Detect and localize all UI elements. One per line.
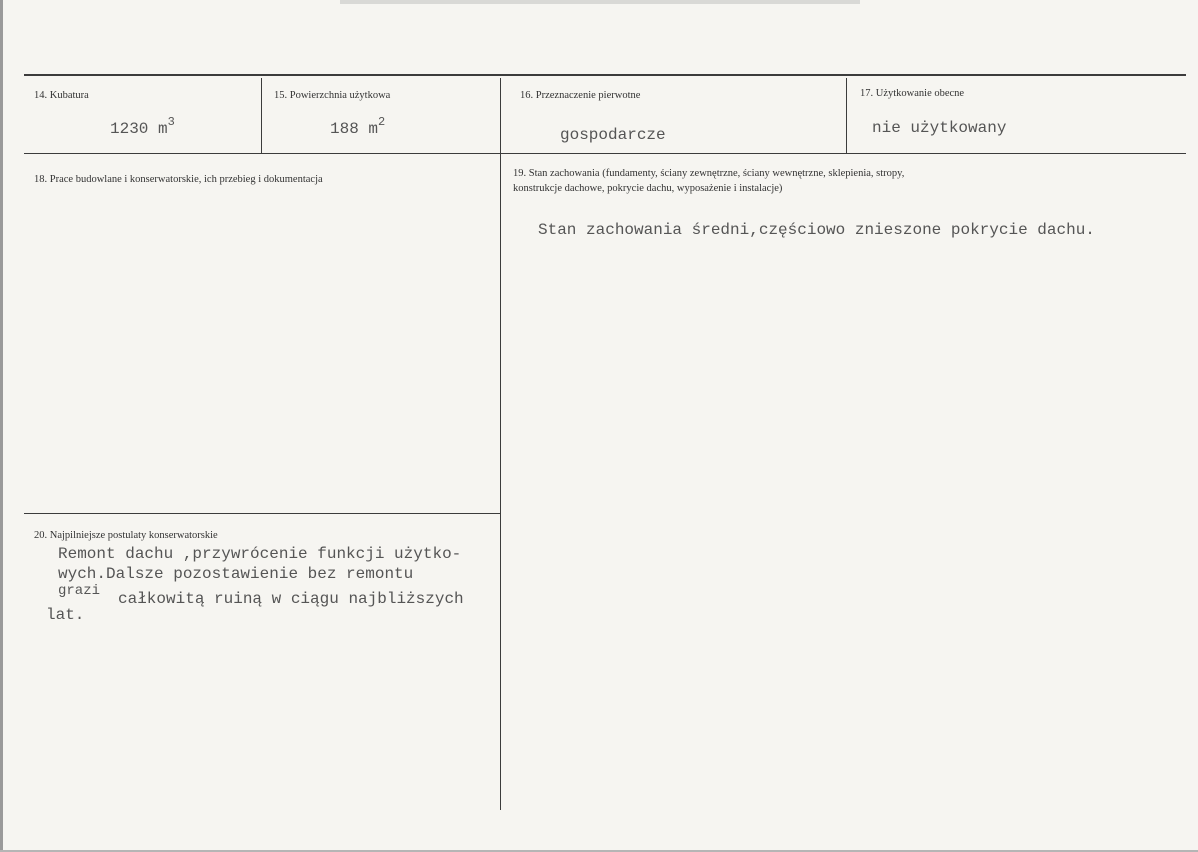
- field-20-line-4: lat.: [46, 606, 85, 624]
- field-20-line-3-rest: całkowitą ruiną w ciągu najbliższych: [118, 590, 464, 608]
- row-rule-1: [24, 153, 1186, 154]
- row-rule-2: [24, 513, 500, 514]
- field-19-label-line2: konstrukcje dachowe, pokrycie dachu, wyposażenie i instalacje): [513, 183, 783, 194]
- field-20-label: 20. Najpilniejsze postulaty konserwatorskie: [34, 530, 218, 541]
- field-19-value: Stan zachowania średni,częściowo znieszone pokrycie dachu.: [538, 221, 1095, 239]
- col-divider-14-15: [261, 78, 262, 154]
- field-14-label: 14. Kubatura: [34, 90, 89, 101]
- field-15-exponent: 2: [378, 115, 386, 129]
- field-14-value: 1230 $m^3$: [110, 115, 175, 138]
- field-15-label: 15. Powierzchnia użytkowa: [274, 90, 391, 101]
- field-15-value: 188 $m^2$: [330, 115, 386, 138]
- field-18-label: 18. Prace budowlane i konserwatorskie, ich przebieg i dokumentacja: [34, 174, 323, 185]
- field-17-value: nie użytkowany: [872, 119, 1007, 137]
- col-divider-main: [500, 78, 501, 810]
- col-divider-16-17: [846, 78, 847, 154]
- field-19-label-line1: 19. Stan zachowania (fundamenty, ściany zewnętrzne, ściany wewnętrzne, sklepienia, stropy,: [513, 168, 905, 179]
- field-14-exponent: 3: [167, 115, 175, 129]
- field-20-line-1: Remont dachu ,przywrócenie funkcji użytko-: [58, 545, 462, 563]
- field-16-value: gospodarcze: [560, 126, 666, 144]
- field-16-label: 16. Przeznaczenie pierwotne: [520, 90, 641, 101]
- field-20-line-3-start: grazi: [58, 583, 101, 599]
- field-17-label: 17. Użytkowanie obecne: [860, 88, 965, 99]
- field-20-line-2: wych.Dalsze pozostawienie bez remontu: [58, 565, 414, 583]
- top-edge-shadow: [340, 0, 860, 4]
- top-rule: [24, 74, 1186, 76]
- card-left-edge: [0, 0, 3, 852]
